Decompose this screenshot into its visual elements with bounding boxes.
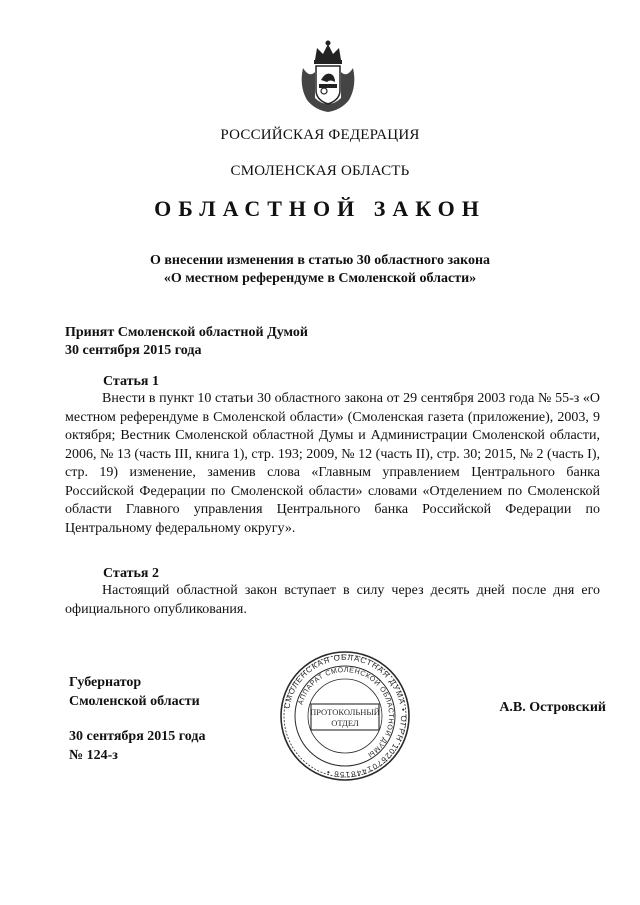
law-title-line: «О местном референдуме в Смоленской области»	[163, 271, 477, 286]
signing-date: 30 сентября 2015 года	[69, 729, 206, 744]
stamp-inner-text: АППАРАТ СМОЛЕНСКОЙ ОБЛАСТНОЙ ДУМЫ	[297, 666, 395, 759]
signatory-name: А.В. Островский	[499, 700, 606, 715]
adoption-body: Принят Смоленской областной Думой	[65, 325, 308, 340]
article-1-heading: Статья 1	[103, 374, 159, 389]
official-stamp	[279, 650, 411, 782]
coat-of-arms-emblem	[297, 38, 359, 116]
signatory-title	[69, 674, 200, 711]
stamp-center-line: ПРОТОКОЛЬНЫЙ	[310, 707, 380, 717]
law-title-line: О внесении изменения в статью 30 областного закона	[149, 253, 491, 268]
stamp-center-line: ОТДЕЛ	[331, 718, 359, 728]
signing-details	[69, 728, 205, 765]
article-2-heading: Статья 2	[103, 566, 159, 581]
country-heading: РОССИЙСКАЯ ФЕДЕРАЦИЯ	[220, 127, 420, 143]
region-heading: СМОЛЕНСКАЯ ОБЛАСТЬ	[230, 163, 410, 179]
law-title	[120, 252, 520, 288]
article-2-text: Настоящий областной закон вступает в силу через десять дней после дня его официального опубликования.	[65, 583, 600, 617]
signatory-title-line: Смоленской области	[69, 693, 200, 709]
signatory-title-line: Губернатор	[69, 675, 142, 690]
adoption-date: 30 сентября 2015 года	[65, 343, 202, 358]
law-number: № 124-з	[69, 747, 118, 763]
document-type-heading: ОБЛАСТНОЙ ЗАКОН	[154, 196, 486, 221]
adoption-note	[65, 324, 308, 360]
stamp-outer-text: СМОЛЕНСКАЯ ОБЛАСТНАЯ ДУМА • ОГРН 1026701448156 •	[282, 652, 409, 780]
article-1-text: Внести в пункт 10 статьи 30 областного закона от 29 сентября 2003 года № 55-з «О местном референдуме в Смоленской области» (Смоленская газета (приложение), 2003, 9 октября; Вестник Смоленской областной Думы и Администрации Смоленской области, 2006, № 13 (часть III, книга 1), стр. 193; 2009, № 12 (часть II), стр. 30; 2015, № 2 (часть I), стр. 19) изменение, заменив слова «Главным управлением Центрального банка Российской Федерации по Смоленской области» словами «Отделением по Смоленской области Главного управления Центрального банка Российской Федерации по Центральному федеральному округу».	[65, 391, 600, 536]
